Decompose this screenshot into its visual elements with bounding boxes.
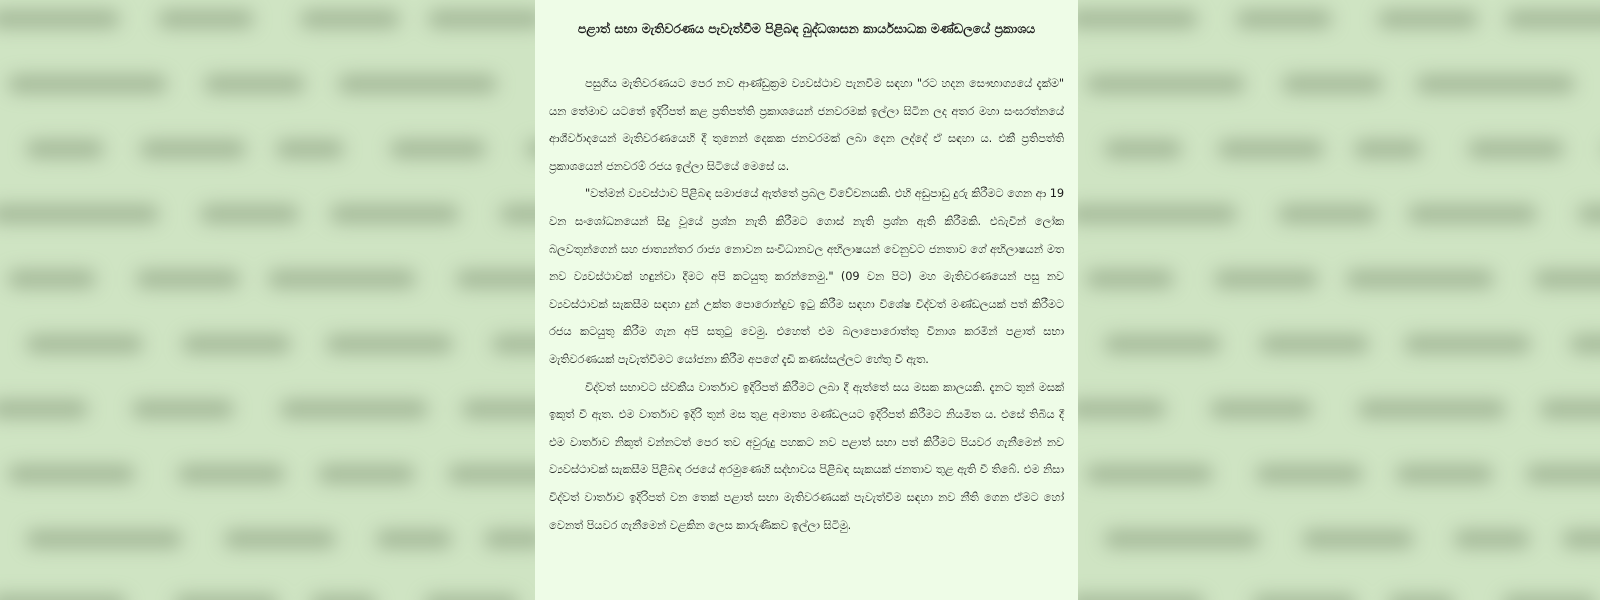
blurred-text-band bbox=[0, 595, 127, 600]
blurred-text-band bbox=[1210, 400, 1312, 418]
paragraph-3: විද්වත් සභාවට ස්වකීය වාර්තාව ඉදිරිපත් කිරීමට ලබා දී ඇත්තේ සය මසක කාලයකි. දැනට තුන් මසක් ඉකුත් වී ඇත. එම වාර්තාව ඉදිරි තුන් මස තුළ අමාත්‍ය මණ්ඩලයට ඉදිරිපත් කිරීමට නියමිත ය. එසේ තිබිය දී එම වාර්තාව නිකුත් වන්නටත් පෙර තව අවුරුදු පහකට නව පළාත් සභා පත් කිරීමට පියවර ගැනීමෙන් නව ව්‍යවස්ථාවක් සැකසීම පිළිබඳ රජයේ අරමුණෙහි සද්භාවය පිළිබඳ සැකයක් ජනතාව තුළ ඇති වී තිබේ. එම නිසා විද්වත් වාර්තාව ඉදිරිපත් වන තෙක් පළාත් සභා මැතිවරණයක් පැවැත්වීම සඳහා නව නීති ගෙන ඒමට හෝ වෙනත් පියවර ගැනීමෙන් වළකින ලෙස කාරුණිකව ඉල්ලා සිටිමු. bbox=[549, 379, 1064, 532]
blurred-text-band bbox=[1506, 10, 1600, 28]
blurred-text-band bbox=[0, 205, 159, 223]
blurred-text-band bbox=[456, 270, 535, 288]
blurred-text-texture-left bbox=[0, 0, 535, 600]
blurred-background-right bbox=[1078, 0, 1600, 600]
blurred-text-band bbox=[1396, 465, 1493, 483]
blurred-text-band bbox=[424, 595, 519, 600]
blurred-text-band bbox=[448, 465, 535, 483]
blurred-text-band bbox=[1218, 140, 1324, 158]
blurred-text-band bbox=[526, 140, 535, 158]
blurred-text-band bbox=[462, 400, 535, 418]
blurred-text-band bbox=[1236, 10, 1332, 28]
blurred-text-band bbox=[1358, 400, 1506, 418]
blurred-text-band bbox=[1078, 400, 1166, 418]
blurred-text-band bbox=[1354, 140, 1422, 158]
blurred-text-band bbox=[1404, 335, 1531, 353]
blurred-text-band bbox=[376, 530, 452, 548]
blurred-text-band bbox=[428, 10, 535, 28]
blurred-text-band bbox=[1282, 75, 1383, 93]
paragraph-1: පසුගිය මැතිවරණයට පෙර නව ආණ්ඩුක්‍රම ව්‍යවස්ථාව පැනවීම සඳහා "රට හදන සෞභාග්‍යයේ දැක්ම" යන තේමාව යටතේ ඉදිරිපත් කළ ප්‍රතිපත්ති ප්‍රකාශයෙන් ජනවරමක් ඉල්ලා සිටින ලද අතර මහා සංඝරත්නයේ ආශීර්වාදයෙන් මැතිවරණයෙහි දී තුනෙන් දෙකක ජනවරමක් ලබා දෙන ලද්දේ ඒ සඳහා ය. එකී ප්‍රතිපත්ති ප්‍රකාශයෙන් ජනවරම් රජය ඉල්ලා සිටියේ මෙසේ ය. bbox=[549, 76, 1065, 173]
blurred-text-band bbox=[1078, 205, 1237, 223]
blurred-text-band bbox=[1278, 205, 1377, 223]
blurred-text-band bbox=[26, 335, 143, 353]
blurred-text-band bbox=[1104, 530, 1260, 548]
blurred-text-band bbox=[1378, 10, 1478, 28]
blurred-text-band bbox=[390, 140, 486, 158]
blurred-text-band bbox=[204, 75, 305, 93]
blurred-text-band bbox=[1078, 595, 1205, 600]
document-page bbox=[535, 0, 1078, 600]
blurred-text-band bbox=[1570, 335, 1600, 353]
blurred-text-band bbox=[178, 465, 285, 483]
blurred-text-band bbox=[1408, 205, 1537, 223]
blurred-text-band bbox=[1260, 335, 1369, 353]
blurred-text-band bbox=[500, 205, 535, 223]
blurred-text-band bbox=[200, 205, 299, 223]
blurred-text-band bbox=[300, 10, 400, 28]
blurred-text-band bbox=[0, 10, 120, 28]
blurred-text-band bbox=[132, 400, 234, 418]
blurred-text-band bbox=[140, 140, 246, 158]
blurred-text-band bbox=[1534, 270, 1600, 288]
blurred-text-band bbox=[1104, 335, 1221, 353]
blurred-text-band bbox=[268, 270, 416, 288]
blurred-text-band bbox=[1086, 270, 1174, 288]
blurred-text-band bbox=[1388, 595, 1455, 600]
blurred-text-band bbox=[310, 595, 377, 600]
blurred-text-band bbox=[8, 465, 135, 483]
blurred-text-texture-right bbox=[1078, 0, 1600, 600]
blurred-text-band bbox=[1416, 75, 1575, 93]
blurred-text-band bbox=[1468, 140, 1564, 158]
blurred-text-band bbox=[280, 400, 428, 418]
paragraph-2: "වත්මන් ව්‍යවස්ථාව පිළිබඳ සමාජයේ ඇත්තේ ප්‍රබල විවේචනයකි. එහි අඩුපාඩු දුරු කිරීමට ගෙන ආ 19 වන සංශෝධනයෙන් සිදු වූයේ ප්‍රශ්න නැති කිරීමට ගොස් නැති ප්‍රශ්න ඇති කිරීමකි. එබැවින් ලෝක බලවතුන්ගෙන් සහ ජාත්‍යන්තර රාජ්‍ය නොවන සංවිධානවල අභිලාෂයන් වෙනුවට ජනතාව ගේ අභිලාෂයන් මත නව ව්‍යවස්ථාවක් හඳුන්වා දීමට අපි කටයුතු කරන්නෙමු." (09 වන පිට) මහ මැතිවරණයෙන් පසු නව ව්‍යවස්ථාවක් සැකසීම සඳහා දුන් උක්ත පොරොන්දුව ඉටු කිරීම සඳහා විශේෂ විද්වත් මණ්ඩලයක් පත් කිරීමට රජය කටයුතු කිරීම ගැන අපි සතුටු වෙමු. එහෙත් එම බලාපොරොත්තු විනාශ කරමින් පළාත් සභා මැතිවරණයක් පැවැත්වීමට යෝජනා කිරීම අපගේ දැඩි කණස්සල්ලට හේතු වී ඇත. bbox=[549, 186, 1064, 366]
blurred-text-band bbox=[1214, 270, 1318, 288]
blurred-text-band bbox=[1078, 10, 1198, 28]
blurred-text-band bbox=[1302, 530, 1414, 548]
blurred-text-band bbox=[158, 10, 254, 28]
blurred-text-band bbox=[1086, 75, 1245, 93]
blurred-text-band bbox=[8, 75, 167, 93]
blurred-text-band bbox=[338, 75, 497, 93]
blurred-text-band bbox=[1454, 530, 1530, 548]
blurred-text-band bbox=[276, 140, 344, 158]
blurred-text-band bbox=[224, 530, 336, 548]
blurred-text-band bbox=[1526, 465, 1600, 483]
blurred-text-band bbox=[326, 335, 453, 353]
blurred-text-band bbox=[1256, 465, 1363, 483]
blurred-text-band bbox=[1578, 205, 1600, 223]
blurred-text-band bbox=[1086, 465, 1213, 483]
blurred-text-band bbox=[26, 530, 182, 548]
blurred-text-band bbox=[330, 205, 459, 223]
blurred-text-band bbox=[174, 595, 279, 600]
blurred-background-left bbox=[0, 0, 535, 600]
blurred-text-band bbox=[8, 270, 96, 288]
blurred-text-band bbox=[318, 465, 415, 483]
blurred-text-band bbox=[1104, 140, 1182, 158]
blurred-text-band bbox=[26, 140, 104, 158]
blurred-text-band bbox=[1502, 595, 1597, 600]
blurred-text-band bbox=[0, 400, 88, 418]
document-title: පළාත් සභා මැතිවරණය පැවැත්වීම පිළිබඳ බුද්ධශාසන කාර්යසාධක මණ්ඩලයේ ප්‍රකාශය bbox=[577, 21, 1036, 36]
blurred-text-band bbox=[1252, 595, 1357, 600]
blurred-text-band bbox=[1346, 270, 1494, 288]
blurred-text-band bbox=[1540, 400, 1600, 418]
blurred-text-band bbox=[182, 335, 291, 353]
blurred-text-band bbox=[1562, 530, 1600, 548]
blurred-text-band bbox=[492, 335, 535, 353]
blurred-text-band bbox=[136, 270, 240, 288]
blurred-text-band bbox=[484, 530, 535, 548]
